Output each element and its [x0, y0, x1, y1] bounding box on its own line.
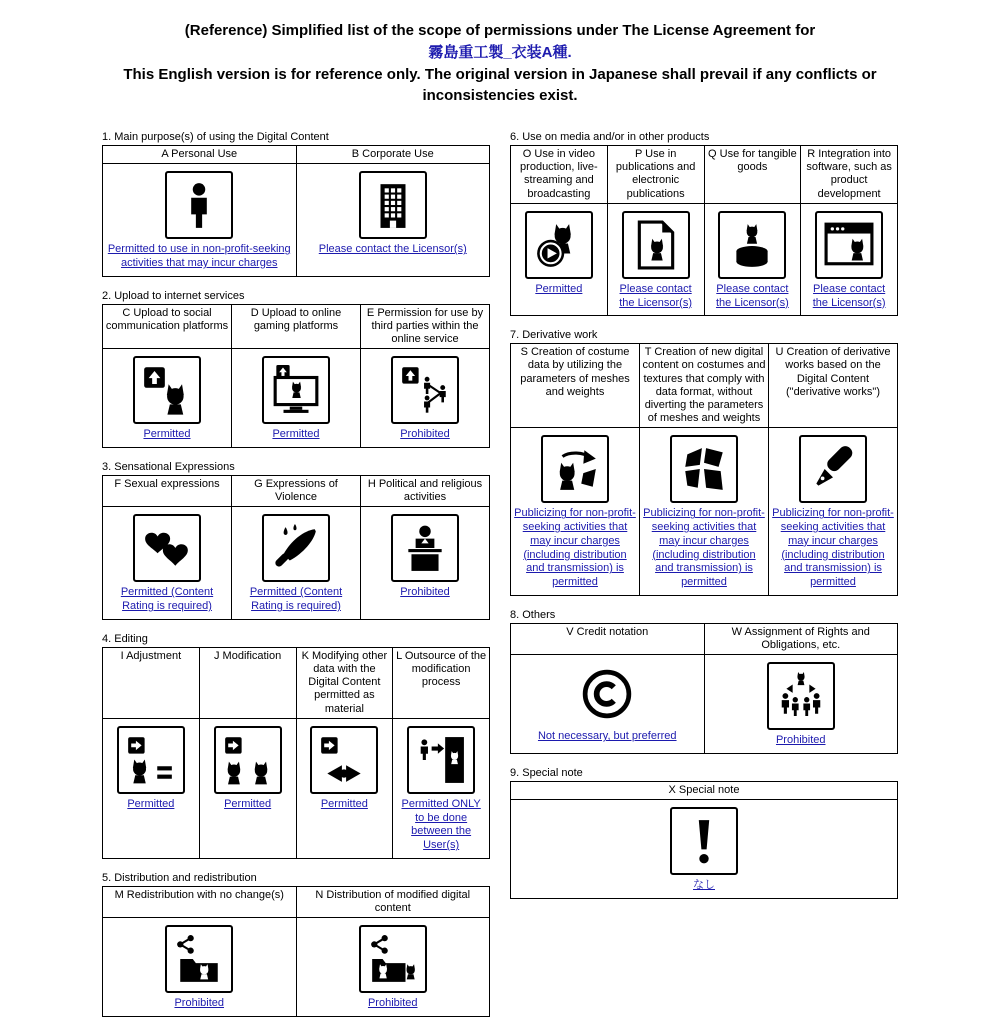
cell-q-status: Please contact the Licensor(s)	[715, 282, 789, 309]
section-2	[102, 290, 490, 448]
political-icon	[391, 514, 459, 582]
third-party-use-icon	[391, 356, 459, 424]
section-6-table	[510, 145, 898, 316]
redistribution-icon	[165, 925, 233, 993]
title-line1: (Reference) Simplified list of the scope of permissions under The License Agreement for	[184, 22, 816, 39]
section-1-title: 1. Main purpose(s) of using the Digital Content	[102, 131, 329, 143]
cell-o-content	[511, 203, 608, 316]
material-icon	[310, 726, 378, 794]
cell-n-label: N Distribution of modified digital content	[296, 886, 490, 917]
cell-w-content	[704, 655, 898, 754]
cell-t-status: Publicizing for non-profit-seeking activities that may incur charges (including distribution and transmission) is permitted	[643, 507, 765, 589]
costume-data-icon	[541, 435, 609, 503]
cell-b-label: B Corporate Use	[296, 146, 490, 164]
right-column	[510, 131, 898, 912]
cell-n-content	[296, 918, 490, 1017]
cell-k-label: K Modifying other data with the Digital Content permitted as material	[296, 647, 393, 718]
cell-h-status: Prohibited	[400, 586, 450, 599]
cell-t-label: T Creation of new digital content on costumes and textures that comply with data format, without diverting the parameters of meshes and weights	[640, 344, 769, 428]
cell-r-content	[801, 203, 898, 316]
video-icon	[525, 211, 593, 279]
hearts-icon	[133, 514, 201, 582]
content-columns	[0, 131, 1000, 1030]
distribute-modified-icon	[359, 925, 427, 993]
cell-l-content	[393, 718, 490, 858]
cell-i-content	[103, 718, 200, 858]
derivative-icon	[799, 435, 867, 503]
cell-u-content	[769, 428, 898, 596]
software-icon	[815, 211, 883, 279]
cell-f-content	[103, 507, 232, 620]
section-7	[510, 329, 898, 596]
section-6	[510, 131, 898, 316]
cell-i-label: I Adjustment	[103, 647, 200, 718]
cell-r-label: R Integration into software, such as product development	[801, 146, 898, 204]
section-7-title: 7. Derivative work	[510, 329, 598, 342]
section-2-table	[102, 304, 490, 448]
cell-o-label: O Use in video production, live-streaming and broadcasting	[511, 146, 608, 204]
section-9-title: 9. Special note	[510, 767, 583, 779]
cell-v-content	[511, 655, 705, 754]
cell-j-status: Permitted	[224, 797, 272, 810]
section-9-table	[510, 781, 898, 899]
cell-o-status: Permitted	[535, 282, 583, 295]
violence-icon	[262, 514, 330, 582]
section-5-title: 5. Distribution and redistribution	[102, 871, 257, 884]
copyright-icon	[575, 662, 639, 726]
upload-social-icon	[133, 356, 201, 424]
section-1	[102, 131, 490, 277]
cell-g-label: G Expressions of Violence	[232, 476, 361, 507]
cell-r-status: Please contact the Licensor(s)	[812, 282, 886, 309]
cell-b-content	[296, 164, 490, 277]
cell-g-status: Permitted (Content Rating is required)	[249, 586, 343, 613]
section-8-title: 8. Others	[510, 608, 556, 621]
section-5	[102, 872, 490, 1017]
title-note: This English version is for reference only. The original version in Japanese shall prevail if any conflicts or inconsistencies exist.	[123, 65, 877, 105]
cell-j-content	[199, 718, 296, 858]
cell-h-content	[361, 507, 490, 620]
left-column	[102, 131, 490, 1030]
modify-icon	[214, 726, 282, 794]
cell-s-status: Publicizing for non-profit-seeking activities that may incur charges (including distribution and transmission) is permitted	[514, 507, 636, 589]
cell-q-label: Q Use for tangible goods	[704, 146, 801, 204]
cell-k-status: Permitted	[320, 797, 368, 810]
section-6-title: 6. Use on media and/or in other products	[510, 131, 710, 143]
cell-m-content	[103, 918, 297, 1017]
cell-u-status: Publicizing for non-profit-seeking activities that may incur charges (including distribution and transmission) is permitted	[772, 507, 894, 589]
cell-a-label: A Personal Use	[103, 146, 297, 164]
assignment-icon	[767, 662, 835, 730]
cell-m-label: M Redistribution with no change(s)	[103, 886, 297, 917]
cell-g-content	[232, 507, 361, 620]
cell-s-label: S Creation of costume data by utilizing the parameters of meshes and weights	[511, 344, 640, 428]
cell-d-status: Permitted	[272, 428, 320, 441]
section-3	[102, 461, 490, 620]
cell-w-label: W Assignment of Rights and Obligations, etc.	[704, 623, 898, 654]
cell-x-label: X Special note	[511, 782, 898, 800]
cell-c-label: C Upload to social communication platforms	[103, 304, 232, 349]
building-icon	[359, 171, 427, 239]
cell-w-status: Prohibited	[775, 734, 826, 747]
cell-s-content	[511, 428, 640, 596]
cell-l-status: Permitted ONLY to be done between the User(s)	[401, 797, 481, 852]
cell-n-status: Prohibited	[367, 997, 418, 1010]
section-3-title: 3. Sensational Expressions	[102, 461, 235, 473]
section-1-table	[102, 145, 490, 277]
person-icon	[165, 171, 233, 239]
cell-v-status: Not necessary, but preferred	[537, 730, 677, 743]
section-2-title: 2. Upload to internet services	[102, 289, 245, 302]
cell-q-content	[704, 203, 801, 316]
outsource-icon	[407, 726, 475, 794]
texture-icon	[670, 435, 738, 503]
section-4-title: 4. Editing	[102, 632, 148, 645]
cell-x-content	[511, 800, 898, 899]
section-4	[102, 633, 490, 859]
section-8	[510, 609, 898, 754]
cell-v-label: V Credit notation	[511, 623, 705, 654]
section-4-table	[102, 647, 490, 859]
upload-gaming-icon	[262, 356, 330, 424]
publication-icon	[622, 211, 690, 279]
cell-f-label: F Sexual expressions	[103, 476, 232, 507]
cell-m-status: Prohibited	[174, 997, 225, 1010]
cell-p-content	[607, 203, 704, 316]
cell-d-content	[232, 349, 361, 448]
cell-c-content	[103, 349, 232, 448]
cell-p-label: P Use in publications and electronic publications	[607, 146, 704, 204]
product-name: 霧島重工製_衣装A種.	[428, 43, 572, 61]
cell-p-status: Please contact the Licensor(s)	[619, 282, 692, 309]
cell-l-label: L Outsource of the modification process	[393, 647, 490, 718]
section-3-table	[102, 475, 490, 620]
adjust-icon	[117, 726, 185, 794]
cell-i-status: Permitted	[127, 797, 175, 810]
cell-h-label: H Political and religious activities	[361, 476, 490, 507]
cell-k-content	[296, 718, 393, 858]
section-8-table	[510, 623, 898, 754]
section-7-table	[510, 343, 898, 596]
cell-c-status: Permitted	[143, 428, 191, 441]
cell-u-label: U Creation of derivative works based on the Digital Content ("derivative works")	[769, 344, 898, 428]
section-5-table	[102, 886, 490, 1017]
exclamation-icon	[670, 807, 738, 875]
cell-e-status: Prohibited	[400, 428, 450, 441]
cell-e-content	[361, 349, 490, 448]
document-header	[0, 0, 1000, 107]
cell-j-label: J Modification	[199, 647, 296, 718]
cell-a-status: Permitted to use in non-profit-seeking activities that may incur charges	[107, 243, 291, 269]
cell-x-status: なし	[693, 879, 715, 892]
cell-f-status: Permitted (Content Rating is required)	[120, 586, 214, 613]
cell-d-label: D Upload to online gaming platforms	[232, 304, 361, 349]
cell-a-content	[103, 164, 297, 277]
cell-t-content	[640, 428, 769, 596]
goods-icon	[718, 211, 786, 279]
section-9	[510, 767, 898, 899]
cell-b-status: Please contact the Licensor(s)	[318, 243, 467, 256]
cell-e-label: E Permission for use by third parties within the online service	[361, 304, 490, 349]
